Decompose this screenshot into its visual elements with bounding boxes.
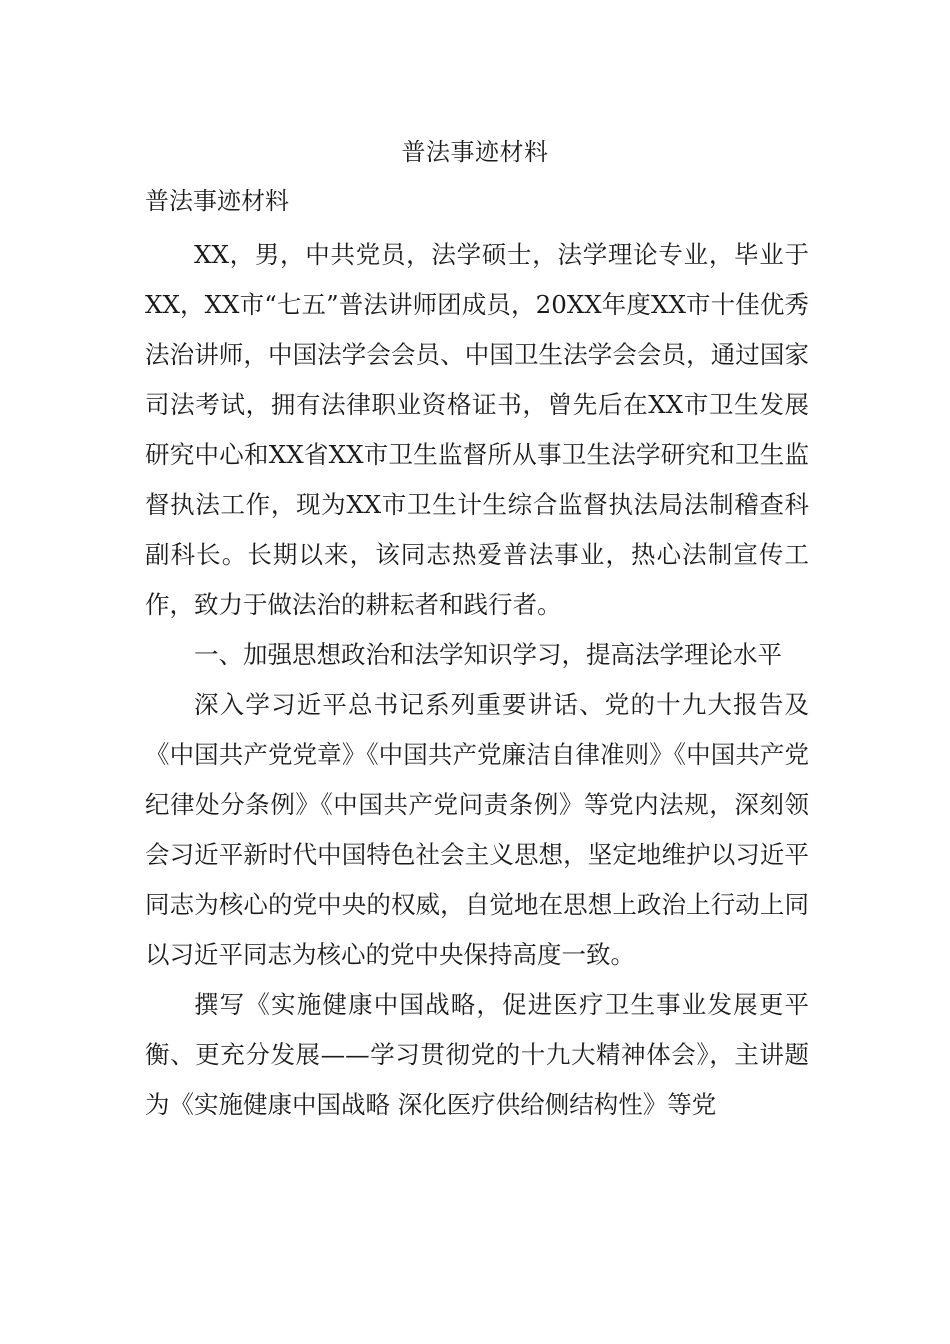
paragraph-intro: XX，男，中共党员，法学硕士，法学理论专业，毕业于XX，XX市“七五”普法讲师团成员，20XX年度XX市十佳优秀法治讲师，中国法学会会员、中国卫生法学会会员，通过国家司法考试，拥有法律职业资格证书，曾先后在XX市卫生发展研究中心和XX省XX市卫生监督所从事卫生法学研究和卫生监督执法工作，现为XX市卫生计生综合监督执法局法制稽查科副科长。长期以来，该同志热爱普法事业，热心法制宣传工作，致力于做法治的耕耘者和践行者。 [145,240,809,619]
document-title: 普法事迹材料 [401,138,549,166]
section-heading-1: 一、加强思想政治和法学知识学习，提高法学理论水平 [194,640,782,669]
paragraph-study: 深入学习近平总书记系列重要讲话、党的十九大报告及《中国共产党党章》《中国共产党廉洁自律准则》《中国共产党纪律处分条例》《中国共产党问责条例》等党内法规，深刻领会习近平新时代中国特色社会主义思想，坚定地维护以习近平同志为核心的党中央的权威，自觉地在思想上政治上行动上同以习近平同志为核心的党中央保持高度一致。 [145,690,809,969]
document-body [145,230,809,1130]
paragraph-writing: 撰写《实施健康中国战略，促进医疗卫生事业发展更平衡、更充分发展——学习贯彻党的十九大精神体会》，主讲题为《实施健康中国战略 深化医疗供给侧结构性》等党 [145,990,809,1119]
document-subtitle: 普法事迹材料 [145,187,289,215]
